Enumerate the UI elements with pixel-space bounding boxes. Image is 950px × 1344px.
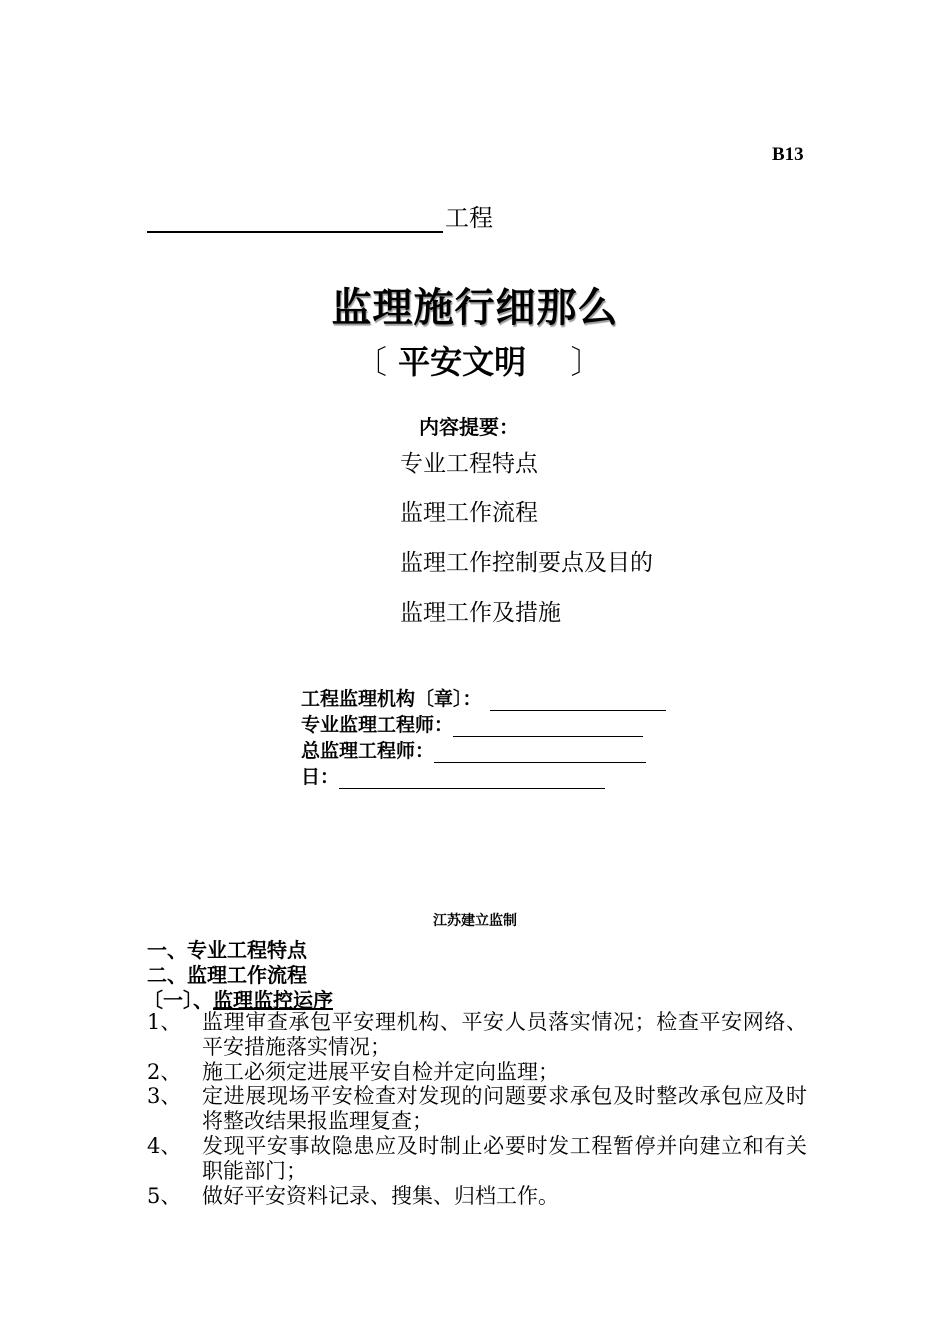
summary-item: 监理工作流程 [400, 500, 538, 526]
summary-item: 专业工程特点 [400, 451, 538, 477]
subtitle-close-bracket: 〕 [570, 343, 603, 381]
issuer-company: 江苏建立监制 [433, 913, 517, 929]
procedure-text: 监理审查承包平安理机构、平安人员落实情况；检查平安网络、平安措施落实情况； [202, 1010, 807, 1059]
procedure-number: 5、 [147, 1184, 182, 1208]
summary-heading: 内容提要： [419, 415, 519, 439]
procedure-item [147, 1134, 807, 1184]
subsection-title: 监理监控运序 [213, 988, 333, 1012]
signature-row-organization [301, 684, 666, 711]
subsection-heading [143, 984, 333, 1013]
subtitle-text: 平安文明 [398, 343, 527, 381]
procedure-text: 做好平安资料记录、搜集、归档工作。 [202, 1184, 559, 1208]
procedure-number: 2、 [147, 1060, 182, 1084]
project-name-line [147, 198, 493, 233]
signature-row-chief [301, 736, 646, 763]
procedure-item [147, 1010, 807, 1060]
procedure-item [147, 1184, 807, 1209]
signature-line[interactable] [490, 692, 666, 711]
document-code: B13 [772, 144, 804, 165]
section-heading-1: 一、专业工程特点 [147, 938, 307, 962]
signature-row-specialist [301, 710, 643, 737]
signature-label: 专业监理工程师： [301, 714, 454, 736]
signature-label: 工程监理机构〔章〕： [301, 688, 482, 710]
project-suffix: 工程 [445, 204, 493, 232]
signature-row-date [301, 762, 605, 789]
project-name-blank[interactable] [147, 207, 443, 233]
subsection-prefix: 〔一〕、 [143, 988, 213, 1012]
section-heading-2: 二、监理工作流程 [147, 963, 307, 987]
procedure-item [147, 1060, 807, 1085]
procedure-text: 施工必须定进展平安自检并定向监理； [202, 1060, 559, 1084]
procedure-number: 1、 [147, 1010, 182, 1034]
procedure-text: 发现平安事故隐患应及时制止必要时发工程暂停并向建立和有关职能部门； [202, 1134, 807, 1183]
signature-label: 总监理工程师： [301, 740, 435, 762]
summary-item: 监理工作控制要点及目的 [400, 550, 653, 576]
signature-label: 日： [301, 766, 340, 788]
summary-item: 监理工作及措施 [400, 600, 561, 626]
document-title: 监理施行细那么 [331, 285, 619, 331]
signature-line[interactable] [453, 718, 643, 737]
subtitle-open-bracket: 〔 [355, 343, 388, 381]
procedure-item [147, 1084, 807, 1134]
signature-line[interactable] [339, 770, 605, 789]
procedure-number: 3、 [147, 1084, 182, 1108]
procedure-number: 4、 [147, 1134, 182, 1158]
signature-line[interactable] [434, 744, 646, 763]
document-subtitle [355, 337, 602, 383]
procedure-text: 定进展现场平安检查对发现的问题要求承包及时整改承包应及时将整改结果报监理复查； [202, 1084, 807, 1133]
